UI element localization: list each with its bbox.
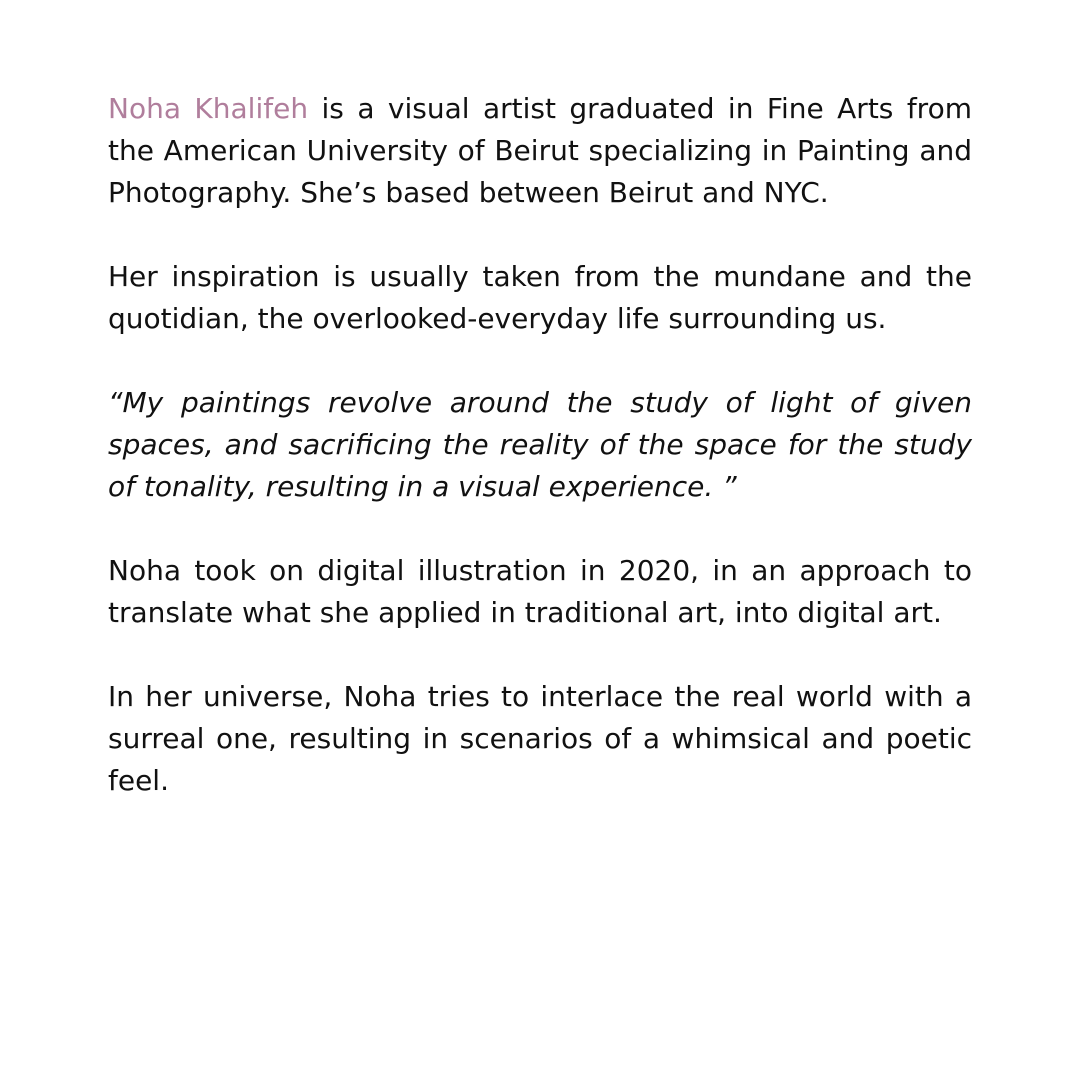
inspiration-paragraph: Her inspiration is usually taken from the mundane and the quotidian, the overlooked-everyday life surrounding us.: [108, 260, 972, 335]
artist-bio: [108, 88, 972, 844]
artist-quote: “My paintings revolve around the study of light of given spaces, and sacrificing the reality of the space for the study of tonality, resulting in a visual experience. ”: [108, 386, 972, 503]
artist-name: Noha Khalifeh: [108, 92, 309, 125]
universe-paragraph: In her universe, Noha tries to interlace the real world with a surreal one, resulting in scenarios of a whimsical and poetic feel.: [108, 680, 972, 797]
digital-paragraph: Noha took on digital illustration in 2020, in an approach to translate what she applied in traditional art, into digital art.: [108, 554, 972, 629]
intro-paragraph: [108, 88, 972, 214]
intro-text: is a visual artist graduated in Fine Arts from the American University of Beirut specializing in Painting and Photography. She’s based between Beirut and NYC.: [108, 92, 972, 209]
